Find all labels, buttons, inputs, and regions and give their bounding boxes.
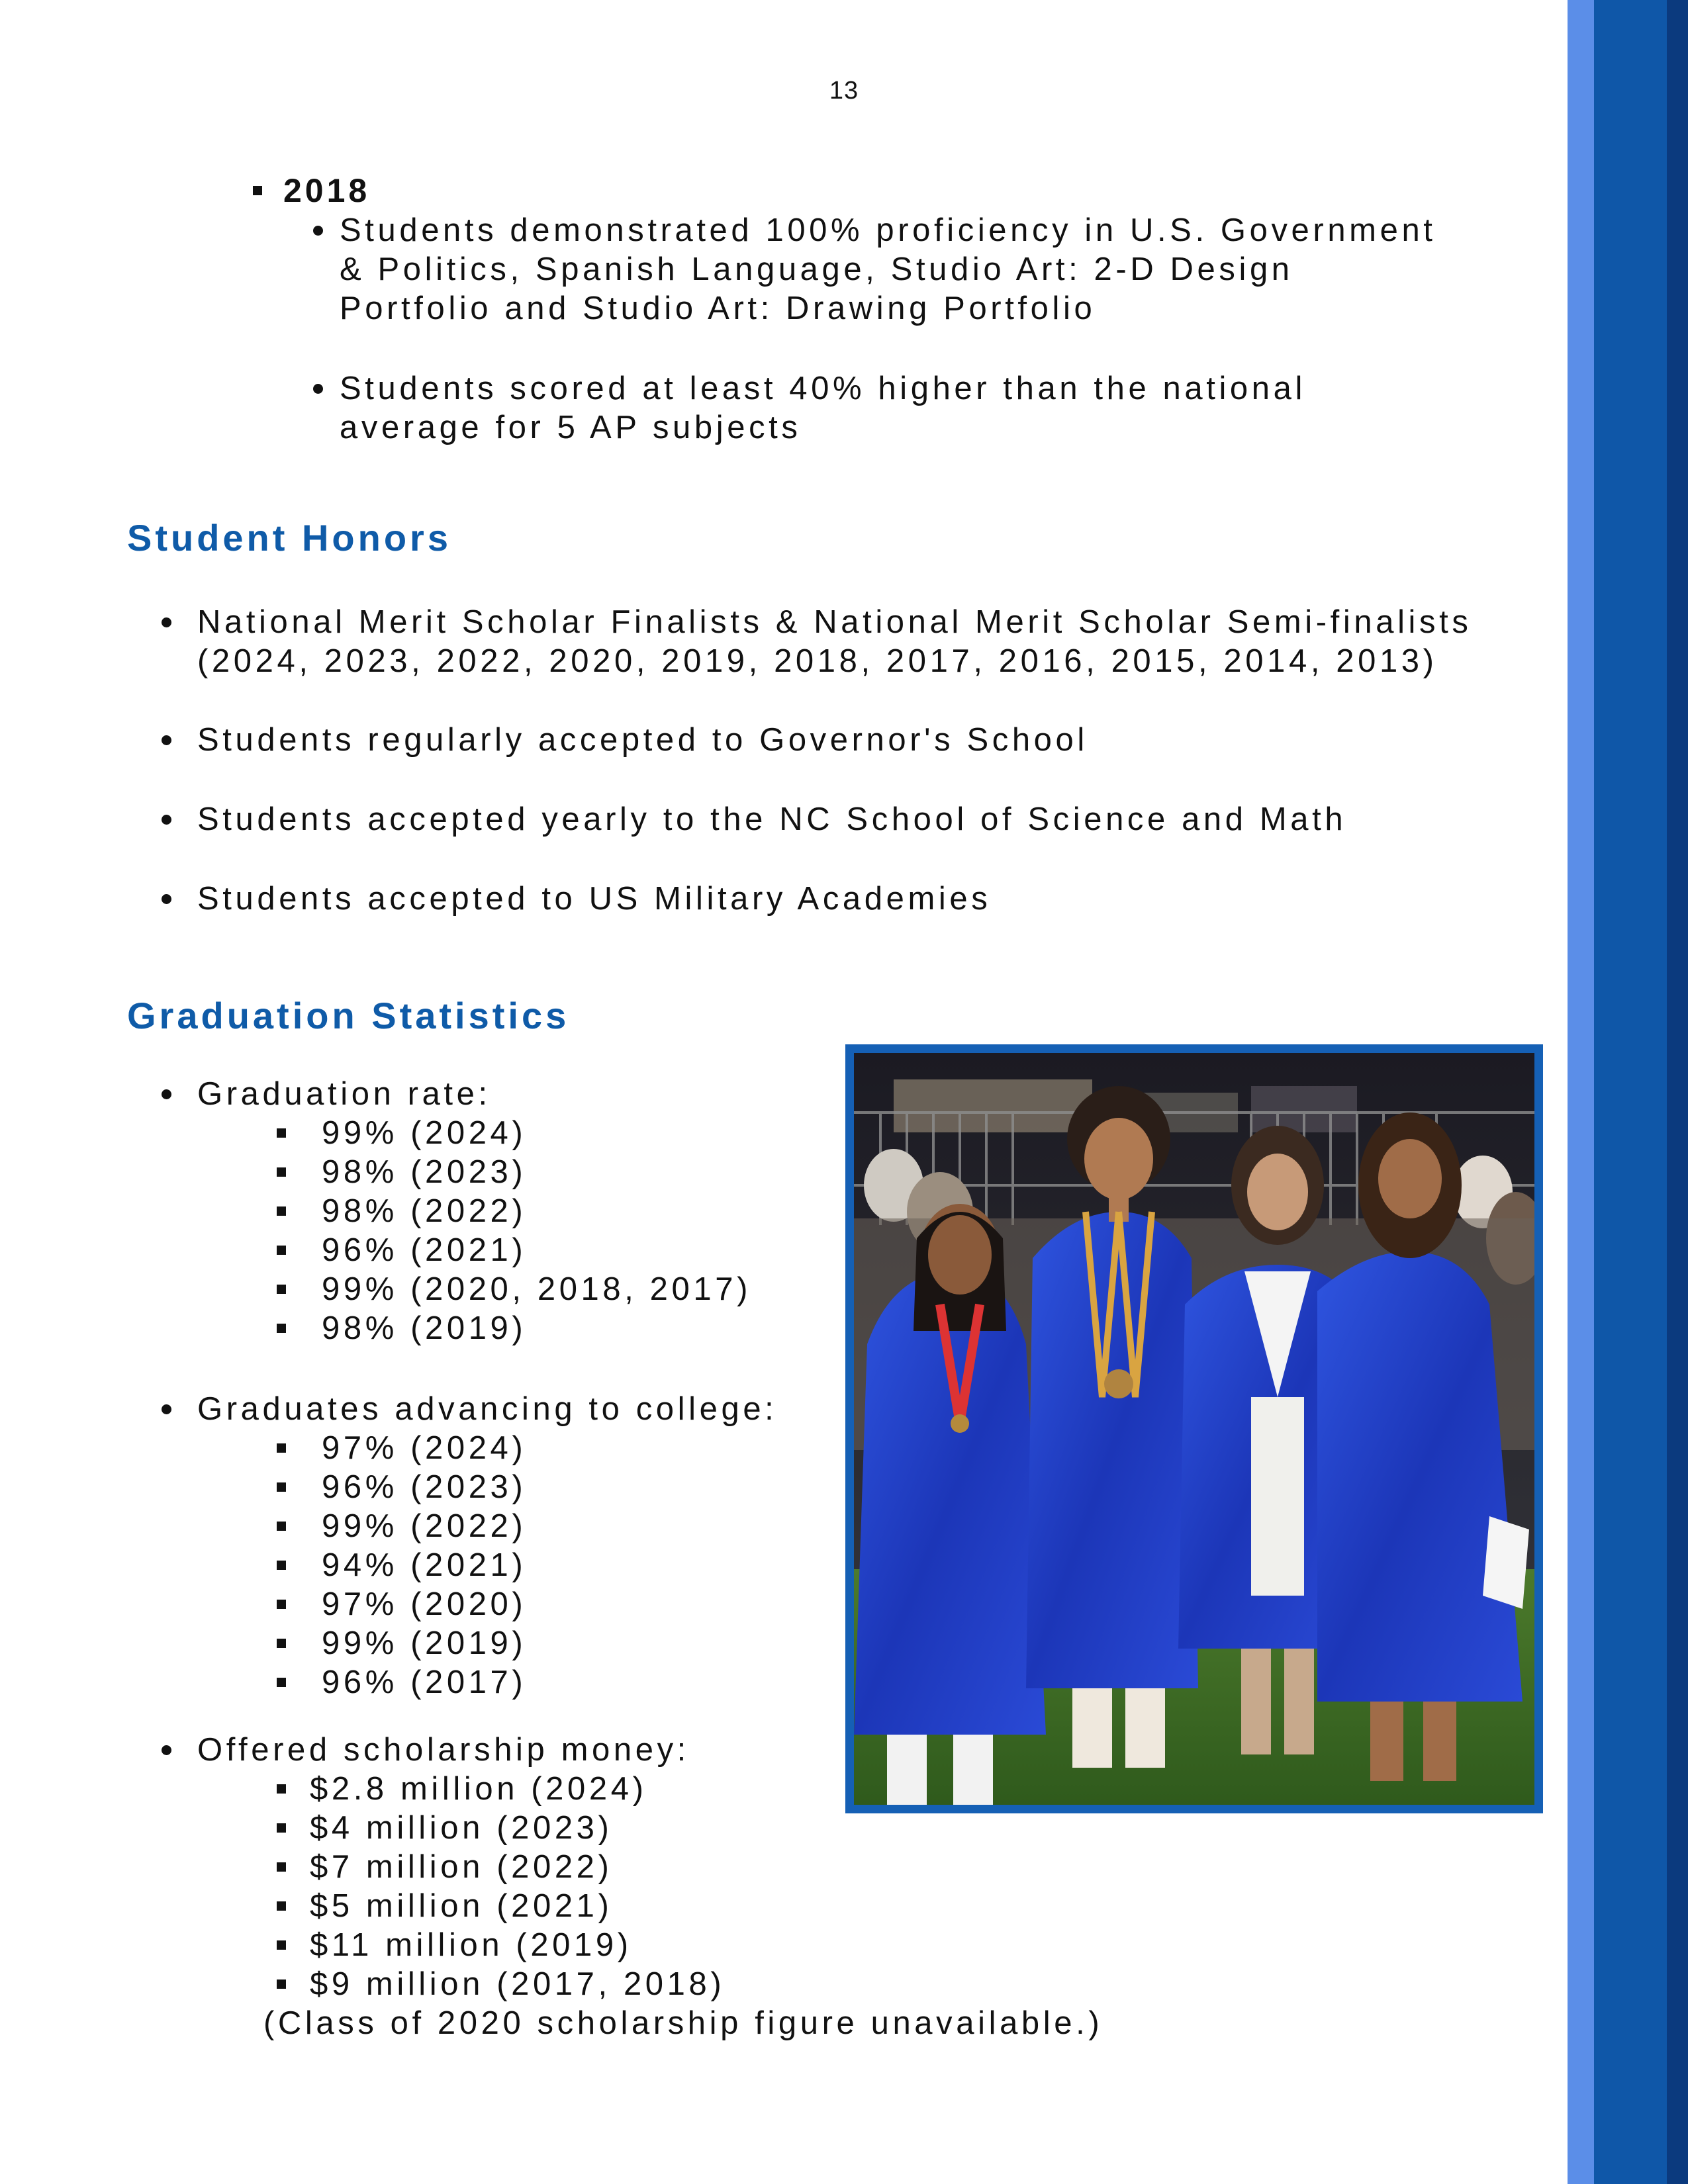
graduation-rate-value: 98% (2022) (322, 1193, 527, 1229)
scholarship-value: $5 million (2021) (310, 1888, 613, 1924)
honors-item-3: Students accepted yearly to the NC School of Science and Math (197, 801, 1347, 837)
square-bullet (277, 1522, 286, 1531)
square-bullet (277, 1600, 286, 1609)
graduation-rate-value: 99% (2020, 2018, 2017) (322, 1271, 751, 1307)
graduation-rate-value: 98% (2023) (322, 1154, 527, 1190)
bullet-dot (162, 894, 171, 904)
college-advancing-value: 97% (2020) (322, 1586, 527, 1622)
bullet-dot (162, 815, 171, 825)
ap-year-label: 2018 (283, 172, 371, 209)
graduation-rate-value: 98% (2019) (322, 1310, 527, 1346)
square-bullet (277, 1206, 286, 1216)
square-bullet (277, 1823, 286, 1833)
bullet-dot (162, 1404, 171, 1414)
scholarship-label: Offered scholarship money: (197, 1732, 690, 1768)
scholarship-value: $7 million (2022) (310, 1849, 613, 1885)
college-advancing-value: 99% (2022) (322, 1508, 527, 1544)
ap-item-1: Students demonstrated 100% proficiency in U.S. Government & Politics, Spanish Language, Studio Art: 2-D Design Portfolio and Studio Art: Drawing Portfolio (340, 212, 1436, 326)
graduates-photo (854, 1053, 1534, 1805)
graduates-illustration (854, 1053, 1534, 1805)
college-advancing-label: Graduates advancing to college: (197, 1391, 778, 1427)
square-bullet (277, 1285, 286, 1294)
college-advancing-value: 97% (2024) (322, 1430, 527, 1466)
square-bullet (253, 186, 262, 195)
bullet-dot (313, 226, 323, 236)
edge-stripe-dark (1667, 0, 1688, 2184)
square-bullet (277, 1678, 286, 1687)
ap-item-2: Students scored at least 40% higher than the national average for 5 AP subjects (340, 371, 1306, 445)
scholarship-value: $4 million (2023) (310, 1810, 613, 1846)
square-bullet (277, 1246, 286, 1255)
honors-item-2: Students regularly accepted to Governor's School (197, 722, 1088, 758)
square-bullet (277, 1784, 286, 1794)
bullet-dot (162, 735, 171, 745)
square-bullet (277, 1901, 286, 1911)
square-bullet (277, 1561, 286, 1570)
graduation-rate-value: 99% (2024) (322, 1115, 527, 1151)
student-honors-heading: Student Honors (127, 517, 451, 559)
honors-item-4: Students accepted to US Military Academies (197, 881, 992, 917)
graduation-rate-value: 96% (2021) (322, 1232, 527, 1268)
college-advancing-value: 96% (2023) (322, 1469, 527, 1505)
college-advancing-value: 96% (2017) (322, 1664, 527, 1700)
scholarship-value: $11 million (2019) (310, 1927, 632, 1963)
college-advancing-value: 94% (2021) (322, 1547, 527, 1583)
scholarship-note: (Class of 2020 scholarship figure unavailable.) (263, 2005, 1103, 2041)
bullet-dot (162, 1745, 171, 1755)
square-bullet (277, 1443, 286, 1453)
scholarship-value: $2.8 million (2024) (310, 1771, 647, 1807)
square-bullet (277, 1979, 286, 1989)
bullet-dot (313, 384, 323, 394)
square-bullet (277, 1324, 286, 1333)
honors-item-1: National Merit Scholar Finalists & National Merit Scholar Semi-finalists (2024, 2023, 2022, 2020, 2019, 2018, 2017, 2016, 2015, 2014, 2013) (197, 604, 1472, 679)
square-bullet (277, 1639, 286, 1648)
graduation-rate-label: Graduation rate: (197, 1076, 491, 1112)
page-number: 13 (829, 77, 859, 105)
square-bullet (277, 1167, 286, 1177)
bullet-dot (162, 617, 171, 627)
square-bullet (277, 1940, 286, 1950)
college-advancing-value: 99% (2019) (322, 1625, 527, 1661)
square-bullet (277, 1862, 286, 1872)
graduates-photo-frame (845, 1044, 1543, 1813)
scholarship-value: $9 million (2017, 2018) (310, 1966, 726, 2002)
graduation-statistics-heading: Graduation Statistics (127, 995, 570, 1036)
edge-stripe-mid (1594, 0, 1667, 2184)
bullet-dot (162, 1089, 171, 1099)
edge-stripe-light (1568, 0, 1594, 2184)
square-bullet (277, 1128, 286, 1138)
square-bullet (277, 1482, 286, 1492)
